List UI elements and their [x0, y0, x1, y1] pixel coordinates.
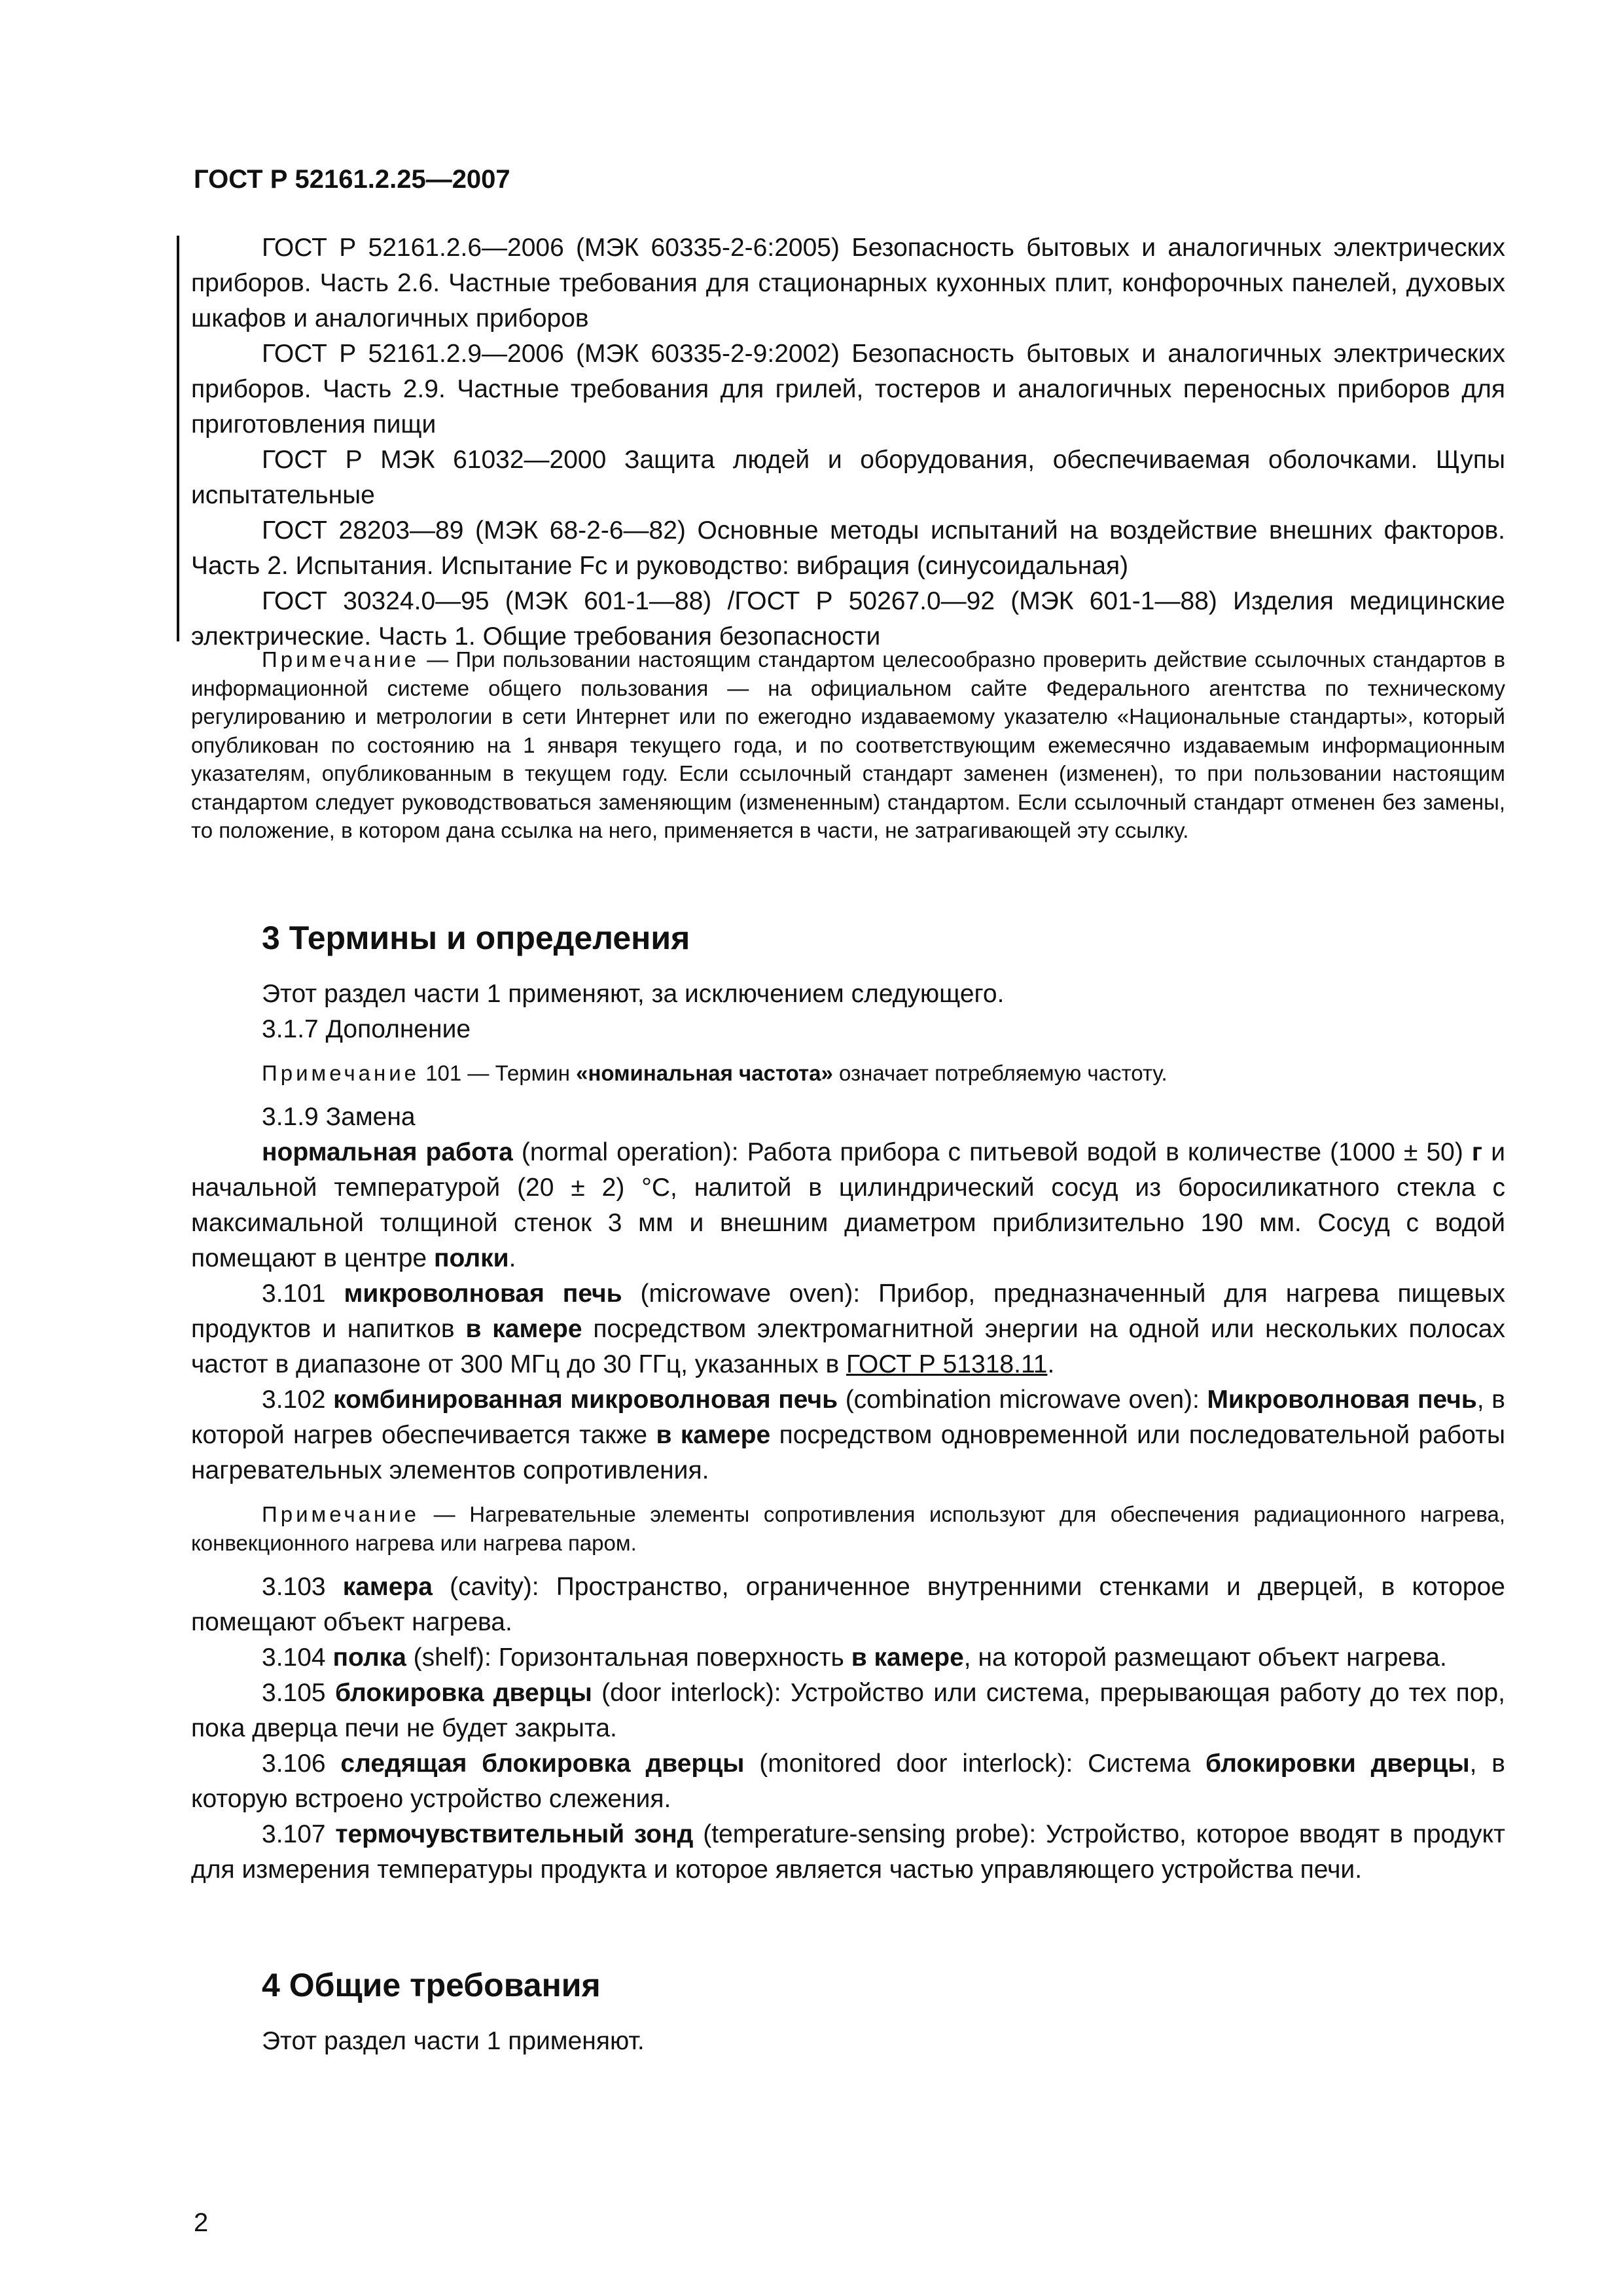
term: полка [332, 1643, 406, 1672]
document-code-header: ГОСТ Р 52161.2.25—2007 [194, 165, 510, 194]
term: следящая блокировка дверцы [340, 1749, 745, 1778]
definition-3-103: 3.103 камера (cavity): Пространство, ограниченное внутренними стенками и дверцей, в которое помещают объект нагрева. [191, 1573, 1505, 1636]
term: комбинированная микроволновая печь [333, 1386, 838, 1414]
definition-3-107: 3.107 термочувствительный зонд (temperature-sensing probe): Устройство, которое вводят в продукт для измерения температуры продукта и которое является частью управляющего устройства печи. [191, 1820, 1505, 1884]
section-3-body [191, 977, 1505, 1888]
definition-3-102: 3.102 комбинированная микроволновая печь (combination microwave oven): Микроволновая печь, в которой нагрев обеспечивается также в камере посредством одновременной или последовательной работы нагревательных элементов сопротивления. [191, 1386, 1506, 1484]
note-3-102: Примечание — Нагревательные элементы сопротивления используют для обеспечения радиационного нагрева, конвекционного нагрева или нагрева паром. [191, 1502, 1505, 1555]
term: камера [342, 1573, 433, 1601]
note-label: Примечание [262, 1502, 420, 1526]
reference-item: ГОСТ Р МЭК 61032—2000 Защита людей и оборудования, обеспечиваемая оболочками. Щупы испытательные [191, 446, 1505, 509]
section-3-heading: 3 Термины и определения [262, 920, 690, 956]
section-4-intro: Этот раздел части 1 применяют. [262, 2027, 645, 2055]
reference-item: ГОСТ Р 52161.2.6—2006 (МЭК 60335-2-6:2005) Безопасность бытовых и аналогичных электрических приборов. Часть 2.6. Частные требования для стационарных кухонных плит, конфорочных панелей, духовых шкафов и аналогичных приборов [191, 234, 1505, 332]
definition-3-104: 3.104 полка (shelf): Горизонтальная поверхность в камере, на которой размещают объект нагрева. [262, 1643, 1447, 1672]
note-label: Примечание [262, 647, 420, 672]
clause-3-1-7: 3.1.7 Дополнение [262, 1015, 471, 1043]
definition-3-105: 3.105 блокировка дверцы (door interlock): Устройство или система, прерывающая работу до тех пор, пока дверца печи не будет закрыта. [191, 1679, 1506, 1742]
note-101: Примечание 101 — Термин «номинальная частота» означает потребляемую частоту. [262, 1061, 1168, 1085]
section-4-body [191, 2024, 1505, 2059]
page-number: 2 [194, 2208, 209, 2237]
gost-51318-11-link[interactable]: ГОСТ Р 51318.11 [846, 1350, 1048, 1378]
reference-item: ГОСТ 28203—89 (МЭК 68-2-6—82) Основные методы испытаний на воздействие внешних факторов. Часть 2. Испытания. Испытание Fc и руководство: вибрация (синусоидальная) [191, 516, 1505, 580]
definition-normal-operation: нормальная работа (normal operation): Работа прибора с питьевой водой в количестве (1000 ± 50) г и начальной температурой (20 ± 2) °С, налитой в цилиндрический сосуд из боросиликатного стекла с максимальной толщиной стенок 3 мм и внешним диаметром приблизительно 190 мм. Сосуд с водой помещают в центре полки. [191, 1138, 1506, 1272]
term: термочувствительный зонд [335, 1820, 694, 1848]
term: нормальная работа [262, 1138, 513, 1166]
definition-3-101: 3.101 микроволновая печь (microwave oven): Прибор, предназначенный для нагрева пищевых продуктов и напитков в камере посредством электромагнитной энергии на одной или нескольких полосах частот в диапазоне от 300 МГц до 30 ГГц, указанных в ГОСТ Р 51318.11. [191, 1280, 1505, 1378]
term: блокировка дверцы [334, 1679, 592, 1707]
note-text: — При пользовании настоящим стандартом целесообразно проверить действие ссылочных стандартов в информационной системе общего пользования — на официальном сайте Федерального агентства по техническому регулированию и метрологии в сети Интернет или по ежегодно издаваемому указателю «Национальные стандарты», который опубликован по состоянию на 1 января текущего года, и по соответствующим ежемесячно издаваемым информационным указателям, опубликованным в текущем году. Если ссылочный стандарт заменен (изменен), то при пользовании настоящим стандартом следует руководствоваться заменяющим (измененным) стандартом. Если ссылочный стандарт отменен без замены, то положение, в котором дана ссылка на него, применяется в части, не затрагивающей эту ссылку. [191, 647, 1505, 842]
reference-item: ГОСТ Р 52161.2.9—2006 (МЭК 60335-2-9:2002) Безопасность бытовых и аналогичных электрических приборов. Часть 2.9. Частные требования для грилей, тостеров и аналогичных переносных приборов для приготовления пищи [191, 340, 1505, 439]
reference-item: ГОСТ 30324.0—95 (МЭК 601-1—88) /ГОСТ Р 50267.0—92 (МЭК 601-1—88) Изделия медицинские электрические. Часть 1. Общие требования безопасности [191, 587, 1505, 651]
section-4-heading: 4 Общие требования [262, 1967, 601, 2003]
note-label: Примечание [262, 1061, 420, 1085]
revision-bar [177, 236, 179, 641]
section-3-intro: Этот раздел части 1 применяют, за исключением следующего. [262, 980, 1005, 1008]
definition-3-106: 3.106 следящая блокировка дверцы (monitored door interlock): Система блокировки дверцы, в которую встроено устройство слежения. [191, 1749, 1505, 1813]
references-note [191, 645, 1505, 845]
term: микроволновая печь [344, 1280, 622, 1308]
note-101-term: «номинальная частота» [576, 1061, 833, 1085]
clause-3-1-9: 3.1.9 Замена [262, 1103, 416, 1131]
normative-references-list [191, 230, 1505, 655]
